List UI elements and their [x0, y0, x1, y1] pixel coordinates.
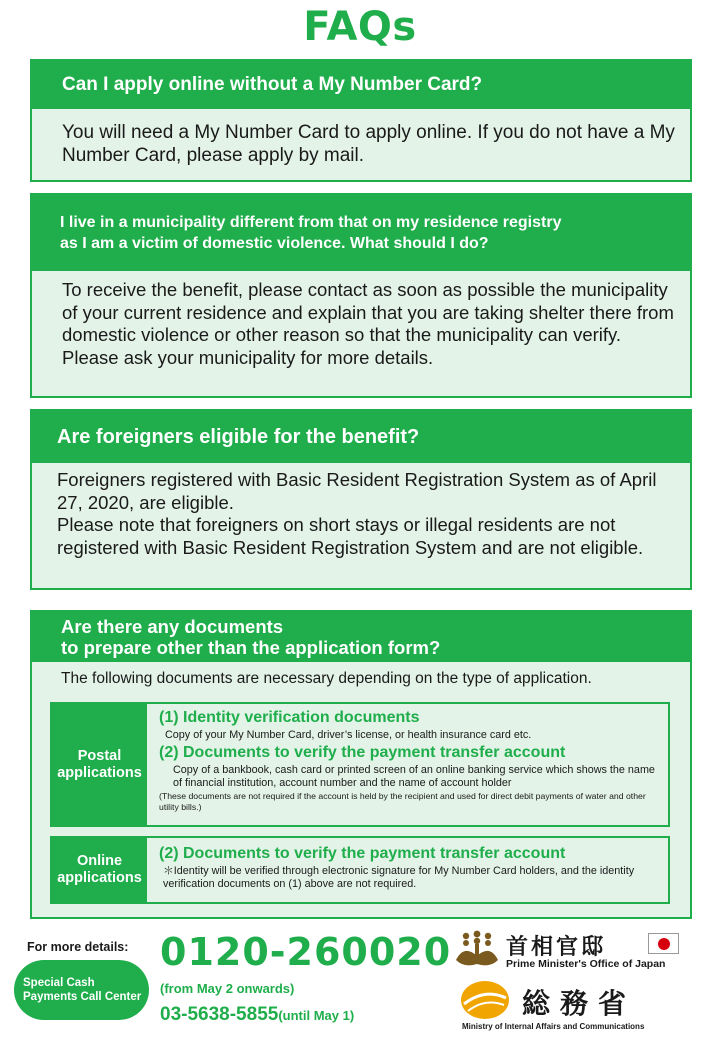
faq-question-line: Are there any documents: [61, 616, 284, 637]
postal-applications-box: [50, 702, 670, 827]
identity-documents-heading: (1) Identity verification documents: [159, 709, 420, 726]
faq-question: Are foreigners eligible for the benefit?: [32, 411, 690, 463]
ministry-mark-icon: [460, 980, 510, 1020]
online-account-documents-text: ＊Identity will be verified through electronic signature for My Number Card holders, and the identity verification documents on (1) above are not required.: [163, 865, 635, 890]
faq-question-line: as I am a victim of domestic violence. What should I do?: [60, 235, 489, 252]
faq-question: [32, 612, 690, 662]
faq-question-line: to prepare other than the application form?: [61, 637, 441, 658]
faq-answer: [32, 271, 690, 369]
paulownia-emblem-icon: [454, 930, 500, 974]
postal-applications-content: [147, 704, 668, 825]
ministry-jp: 総務省: [522, 987, 637, 1020]
online-applications-box: [50, 836, 670, 904]
faq-answer: [32, 109, 690, 167]
faq-item-foreigners: [30, 409, 692, 590]
online-applications-label: Online applications: [52, 838, 147, 902]
prime-minister-office-jp: 首相官邸: [506, 935, 607, 960]
identity-documents-text: Copy of your My Number Card, driver’s license, or health insurance card etc.: [165, 729, 532, 741]
faq-question: [32, 195, 690, 271]
faq-question: Can I apply online without a My Number Card?: [32, 61, 690, 109]
phone-number-toll-free: 0120-260020: [160, 930, 452, 974]
phone-number-secondary-note: (until May 1): [278, 1008, 355, 1023]
faq-answer: [32, 463, 690, 559]
phone-number-secondary-value: 03-5638-5855: [160, 1004, 279, 1025]
account-documents-note: (These documents are not required if the account is held by the recipient and used for direct debit payments of water and other utility bills.): [159, 791, 646, 812]
page-title: FAQs: [303, 4, 417, 50]
faq-documents-intro: The following documents are necessary depending on the type of application.: [61, 670, 592, 687]
more-details-label: For more details:: [27, 940, 129, 954]
faq-answer-text: Foreigners registered with Basic Resident Registration System as of April 27, 2020, are eligible.: [57, 469, 657, 513]
account-documents-text: Copy of a bankbook, cash card or printed screen of an online banking service which shows the name of financial institution, account number and the name of account holder: [173, 764, 655, 789]
faq-answer-text: You will need a My Number Card to apply online. If you do not have a My Number Card, please apply by mail.: [62, 122, 675, 166]
account-documents-heading: (2) Documents to verify the payment transfer account: [159, 744, 566, 761]
ministry-logo: [460, 980, 690, 1035]
call-center-badge: [14, 960, 149, 1020]
prime-minister-office-en: Prime Minister's Office of Japan: [506, 958, 666, 970]
phone-number-toll-free-note: (from May 2 onwards): [160, 981, 295, 996]
postal-applications-label: Postal applications: [52, 704, 147, 825]
faq-item-domestic-violence: [30, 193, 692, 398]
prime-minister-office-logo: [454, 930, 684, 974]
faq-answer-text: Please note that foreigners on short stays or illegal residents are not registered with Basic Resident Registration System and are not eligible.: [57, 514, 644, 558]
japan-flag-icon: [648, 933, 679, 954]
faq-item-documents: [30, 610, 692, 919]
faq-question-line: I live in a municipality different from that on my residence registry: [60, 214, 562, 231]
call-center-line: Special Cash: [23, 977, 95, 989]
online-account-documents-heading: (2) Documents to verify the payment transfer account: [159, 845, 566, 862]
faq-item-online-without-card: [30, 59, 692, 182]
faq-answer-text: To receive the benefit, please contact as soon as possible the municipality of your current residence and explain that you are taking shelter there from domestic violence or other reason so that the municipality can verify.: [62, 279, 674, 346]
online-applications-content: [147, 838, 668, 902]
phone-number-secondary: [160, 1004, 354, 1026]
call-center-line: Payments Call Center: [23, 991, 142, 1003]
ministry-en: Ministry of Internal Affairs and Communications: [462, 1022, 645, 1031]
faq-answer-text: Please ask your municipality for more details.: [62, 346, 434, 368]
